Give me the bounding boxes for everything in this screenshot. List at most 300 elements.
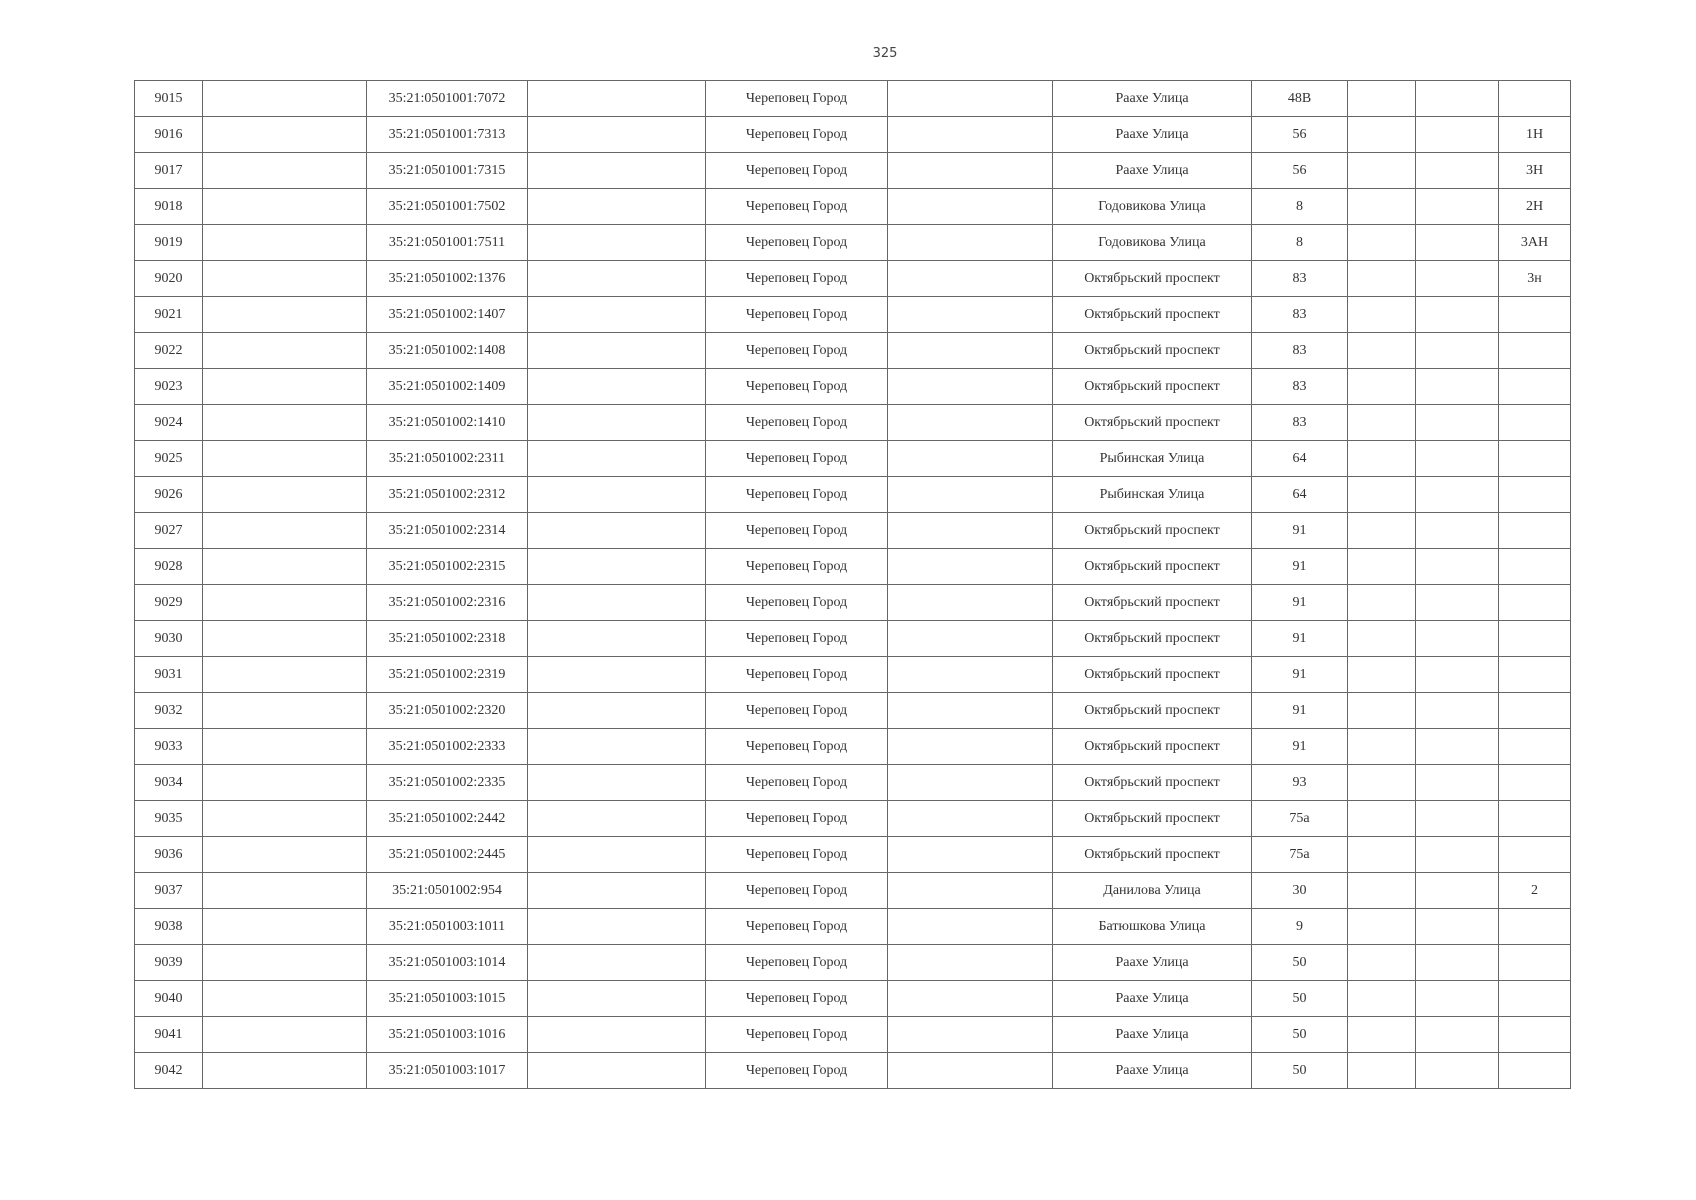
- locality-cell: Череповец Город: [706, 81, 888, 117]
- locality-cell: Череповец Город: [706, 297, 888, 333]
- empty-cell: [1416, 369, 1499, 405]
- empty-cell: [203, 225, 367, 261]
- table-row: [135, 1017, 1571, 1053]
- empty-cell: [1416, 981, 1499, 1017]
- empty-cell: [888, 1017, 1053, 1053]
- empty-cell: [1348, 513, 1416, 549]
- empty-cell: [888, 369, 1053, 405]
- empty-cell: [1348, 909, 1416, 945]
- empty-cell: [528, 189, 706, 225]
- empty-cell: [1348, 981, 1416, 1017]
- empty-cell: [528, 477, 706, 513]
- cadastral-number-cell: 35:21:0501003:1015: [367, 981, 528, 1017]
- empty-cell: [1348, 657, 1416, 693]
- empty-cell: [203, 441, 367, 477]
- room-number-cell: 3АН: [1499, 225, 1571, 261]
- table-row: [135, 549, 1571, 585]
- empty-cell: [1416, 657, 1499, 693]
- house-number-cell: 64: [1252, 441, 1348, 477]
- empty-cell: [888, 621, 1053, 657]
- empty-cell: [888, 405, 1053, 441]
- house-number-cell: 83: [1252, 333, 1348, 369]
- cadastral-number-cell: 35:21:0501002:2442: [367, 801, 528, 837]
- row-number-cell: 9032: [135, 693, 203, 729]
- room-number-cell: [1499, 369, 1571, 405]
- cadastral-number-cell: 35:21:0501002:954: [367, 873, 528, 909]
- house-number-cell: 75а: [1252, 837, 1348, 873]
- house-number-cell: 50: [1252, 981, 1348, 1017]
- empty-cell: [203, 765, 367, 801]
- empty-cell: [888, 297, 1053, 333]
- locality-cell: Череповец Город: [706, 1017, 888, 1053]
- empty-cell: [1348, 369, 1416, 405]
- table-row: [135, 657, 1571, 693]
- table-row: [135, 297, 1571, 333]
- house-number-cell: 91: [1252, 729, 1348, 765]
- empty-cell: [528, 117, 706, 153]
- empty-cell: [1416, 765, 1499, 801]
- empty-cell: [528, 261, 706, 297]
- room-number-cell: [1499, 333, 1571, 369]
- empty-cell: [203, 621, 367, 657]
- locality-cell: Череповец Город: [706, 117, 888, 153]
- cadastral-number-cell: 35:21:0501002:2319: [367, 657, 528, 693]
- row-number-cell: 9029: [135, 585, 203, 621]
- row-number-cell: 9033: [135, 729, 203, 765]
- empty-cell: [1348, 441, 1416, 477]
- empty-cell: [528, 621, 706, 657]
- street-cell: Октябрьский проспект: [1053, 549, 1252, 585]
- empty-cell: [1348, 117, 1416, 153]
- empty-cell: [528, 765, 706, 801]
- row-number-cell: 9018: [135, 189, 203, 225]
- cadastral-number-cell: 35:21:0501001:7072: [367, 81, 528, 117]
- table-row: [135, 873, 1571, 909]
- table-row: [135, 369, 1571, 405]
- row-number-cell: 9021: [135, 297, 203, 333]
- empty-cell: [203, 909, 367, 945]
- locality-cell: Череповец Город: [706, 837, 888, 873]
- table-row: [135, 1053, 1571, 1089]
- locality-cell: Череповец Город: [706, 585, 888, 621]
- empty-cell: [203, 81, 367, 117]
- street-cell: Октябрьский проспект: [1053, 513, 1252, 549]
- empty-cell: [1416, 441, 1499, 477]
- room-number-cell: [1499, 621, 1571, 657]
- locality-cell: Череповец Город: [706, 693, 888, 729]
- empty-cell: [528, 369, 706, 405]
- empty-cell: [528, 333, 706, 369]
- row-number-cell: 9020: [135, 261, 203, 297]
- locality-cell: Череповец Город: [706, 729, 888, 765]
- empty-cell: [1416, 873, 1499, 909]
- empty-cell: [1416, 117, 1499, 153]
- empty-cell: [1416, 225, 1499, 261]
- empty-cell: [1416, 189, 1499, 225]
- empty-cell: [528, 81, 706, 117]
- empty-cell: [528, 1053, 706, 1089]
- cadastral-number-cell: 35:21:0501002:2315: [367, 549, 528, 585]
- row-number-cell: 9015: [135, 81, 203, 117]
- row-number-cell: 9035: [135, 801, 203, 837]
- empty-cell: [888, 657, 1053, 693]
- street-cell: Октябрьский проспект: [1053, 333, 1252, 369]
- locality-cell: Череповец Город: [706, 909, 888, 945]
- empty-cell: [203, 837, 367, 873]
- locality-cell: Череповец Город: [706, 621, 888, 657]
- street-cell: Батюшкова Улица: [1053, 909, 1252, 945]
- empty-cell: [203, 585, 367, 621]
- room-number-cell: [1499, 657, 1571, 693]
- house-number-cell: 9: [1252, 909, 1348, 945]
- cadastral-number-cell: 35:21:0501002:2445: [367, 837, 528, 873]
- locality-cell: Череповец Город: [706, 801, 888, 837]
- room-number-cell: [1499, 297, 1571, 333]
- empty-cell: [203, 1017, 367, 1053]
- street-cell: Рыбинская Улица: [1053, 477, 1252, 513]
- room-number-cell: [1499, 441, 1571, 477]
- house-number-cell: 91: [1252, 657, 1348, 693]
- empty-cell: [1416, 333, 1499, 369]
- empty-cell: [888, 729, 1053, 765]
- empty-cell: [1348, 729, 1416, 765]
- row-number-cell: 9027: [135, 513, 203, 549]
- empty-cell: [888, 333, 1053, 369]
- empty-cell: [1416, 621, 1499, 657]
- empty-cell: [888, 873, 1053, 909]
- locality-cell: Череповец Город: [706, 369, 888, 405]
- street-cell: Раахе Улица: [1053, 1053, 1252, 1089]
- empty-cell: [1416, 405, 1499, 441]
- house-number-cell: 91: [1252, 621, 1348, 657]
- empty-cell: [1348, 945, 1416, 981]
- street-cell: Раахе Улица: [1053, 1017, 1252, 1053]
- table-row: [135, 909, 1571, 945]
- table-row: [135, 441, 1571, 477]
- empty-cell: [203, 981, 367, 1017]
- room-number-cell: [1499, 585, 1571, 621]
- row-number-cell: 9036: [135, 837, 203, 873]
- empty-cell: [1416, 477, 1499, 513]
- empty-cell: [203, 873, 367, 909]
- empty-cell: [1416, 297, 1499, 333]
- empty-cell: [528, 1017, 706, 1053]
- cadastral-number-cell: 35:21:0501003:1017: [367, 1053, 528, 1089]
- house-number-cell: 56: [1252, 117, 1348, 153]
- house-number-cell: 83: [1252, 405, 1348, 441]
- house-number-cell: 91: [1252, 513, 1348, 549]
- empty-cell: [1348, 549, 1416, 585]
- empty-cell: [888, 441, 1053, 477]
- room-number-cell: [1499, 693, 1571, 729]
- row-number-cell: 9017: [135, 153, 203, 189]
- empty-cell: [528, 225, 706, 261]
- empty-cell: [888, 225, 1053, 261]
- empty-cell: [203, 333, 367, 369]
- table-row: [135, 153, 1571, 189]
- empty-cell: [1416, 837, 1499, 873]
- street-cell: Рыбинская Улица: [1053, 441, 1252, 477]
- empty-cell: [888, 945, 1053, 981]
- row-number-cell: 9042: [135, 1053, 203, 1089]
- empty-cell: [1348, 477, 1416, 513]
- room-number-cell: [1499, 1017, 1571, 1053]
- cadastral-number-cell: 35:21:0501003:1014: [367, 945, 528, 981]
- empty-cell: [888, 801, 1053, 837]
- empty-cell: [203, 153, 367, 189]
- table-row: [135, 801, 1571, 837]
- empty-cell: [1348, 621, 1416, 657]
- empty-cell: [1416, 513, 1499, 549]
- room-number-cell: 2Н: [1499, 189, 1571, 225]
- table-row: [135, 693, 1571, 729]
- room-number-cell: [1499, 801, 1571, 837]
- street-cell: Октябрьский проспект: [1053, 837, 1252, 873]
- empty-cell: [528, 981, 706, 1017]
- empty-cell: [528, 549, 706, 585]
- empty-cell: [888, 1053, 1053, 1089]
- empty-cell: [203, 945, 367, 981]
- cadastral-number-cell: 35:21:0501001:7511: [367, 225, 528, 261]
- empty-cell: [888, 261, 1053, 297]
- empty-cell: [1416, 1017, 1499, 1053]
- empty-cell: [1416, 909, 1499, 945]
- table-row: [135, 621, 1571, 657]
- cadastral-number-cell: 35:21:0501002:2312: [367, 477, 528, 513]
- row-number-cell: 9026: [135, 477, 203, 513]
- cadastral-number-cell: 35:21:0501003:1016: [367, 1017, 528, 1053]
- row-number-cell: 9030: [135, 621, 203, 657]
- street-cell: Годовикова Улица: [1053, 189, 1252, 225]
- empty-cell: [528, 693, 706, 729]
- empty-cell: [1348, 153, 1416, 189]
- cadastral-number-cell: 35:21:0501002:2318: [367, 621, 528, 657]
- room-number-cell: [1499, 81, 1571, 117]
- house-number-cell: 91: [1252, 693, 1348, 729]
- street-cell: Раахе Улица: [1053, 153, 1252, 189]
- empty-cell: [1416, 1053, 1499, 1089]
- empty-cell: [203, 189, 367, 225]
- empty-cell: [528, 297, 706, 333]
- street-cell: Октябрьский проспект: [1053, 297, 1252, 333]
- empty-cell: [528, 441, 706, 477]
- table-row: [135, 513, 1571, 549]
- empty-cell: [1348, 765, 1416, 801]
- street-cell: Октябрьский проспект: [1053, 261, 1252, 297]
- room-number-cell: [1499, 945, 1571, 981]
- empty-cell: [888, 765, 1053, 801]
- street-cell: Октябрьский проспект: [1053, 765, 1252, 801]
- cadastral-number-cell: 35:21:0501002:2333: [367, 729, 528, 765]
- empty-cell: [528, 873, 706, 909]
- street-cell: Октябрьский проспект: [1053, 657, 1252, 693]
- street-cell: Раахе Улица: [1053, 981, 1252, 1017]
- street-cell: Октябрьский проспект: [1053, 729, 1252, 765]
- empty-cell: [203, 1053, 367, 1089]
- empty-cell: [203, 261, 367, 297]
- cadastral-number-cell: 35:21:0501002:1410: [367, 405, 528, 441]
- empty-cell: [888, 585, 1053, 621]
- cadastral-number-cell: 35:21:0501001:7502: [367, 189, 528, 225]
- empty-cell: [1348, 333, 1416, 369]
- table-row: [135, 189, 1571, 225]
- empty-cell: [528, 153, 706, 189]
- locality-cell: Череповец Город: [706, 765, 888, 801]
- empty-cell: [888, 189, 1053, 225]
- cadastral-number-cell: 35:21:0501002:1409: [367, 369, 528, 405]
- street-cell: Октябрьский проспект: [1053, 801, 1252, 837]
- empty-cell: [528, 801, 706, 837]
- empty-cell: [528, 585, 706, 621]
- locality-cell: Череповец Город: [706, 873, 888, 909]
- locality-cell: Череповец Город: [706, 333, 888, 369]
- house-number-cell: 91: [1252, 585, 1348, 621]
- empty-cell: [1348, 801, 1416, 837]
- row-number-cell: 9016: [135, 117, 203, 153]
- cadastral-number-cell: 35:21:0501002:2314: [367, 513, 528, 549]
- empty-cell: [1348, 873, 1416, 909]
- room-number-cell: [1499, 513, 1571, 549]
- row-number-cell: 9038: [135, 909, 203, 945]
- street-cell: Годовикова Улица: [1053, 225, 1252, 261]
- empty-cell: [528, 405, 706, 441]
- empty-cell: [1348, 837, 1416, 873]
- empty-cell: [1348, 81, 1416, 117]
- street-cell: Данилова Улица: [1053, 873, 1252, 909]
- empty-cell: [1416, 261, 1499, 297]
- locality-cell: Череповец Город: [706, 261, 888, 297]
- cadastral-number-cell: 35:21:0501002:1407: [367, 297, 528, 333]
- room-number-cell: [1499, 981, 1571, 1017]
- house-number-cell: 64: [1252, 477, 1348, 513]
- table-row: [135, 729, 1571, 765]
- row-number-cell: 9022: [135, 333, 203, 369]
- empty-cell: [1416, 585, 1499, 621]
- row-number-cell: 9041: [135, 1017, 203, 1053]
- empty-cell: [203, 297, 367, 333]
- row-number-cell: 9040: [135, 981, 203, 1017]
- room-number-cell: [1499, 1053, 1571, 1089]
- empty-cell: [1348, 189, 1416, 225]
- empty-cell: [1348, 261, 1416, 297]
- locality-cell: Череповец Город: [706, 549, 888, 585]
- empty-cell: [888, 477, 1053, 513]
- empty-cell: [1416, 153, 1499, 189]
- table-row: [135, 765, 1571, 801]
- street-cell: Раахе Улица: [1053, 945, 1252, 981]
- empty-cell: [1416, 693, 1499, 729]
- empty-cell: [528, 729, 706, 765]
- street-cell: Октябрьский проспект: [1053, 369, 1252, 405]
- locality-cell: Череповец Город: [706, 981, 888, 1017]
- empty-cell: [203, 117, 367, 153]
- room-number-cell: [1499, 765, 1571, 801]
- locality-cell: Череповец Город: [706, 657, 888, 693]
- table-body: [135, 81, 1571, 1089]
- empty-cell: [1416, 81, 1499, 117]
- room-number-cell: 1Н: [1499, 117, 1571, 153]
- page-number: 325: [872, 46, 898, 61]
- table-row: [135, 585, 1571, 621]
- empty-cell: [1416, 945, 1499, 981]
- house-number-cell: 93: [1252, 765, 1348, 801]
- empty-cell: [888, 549, 1053, 585]
- empty-cell: [888, 837, 1053, 873]
- empty-cell: [1348, 585, 1416, 621]
- table-row: [135, 981, 1571, 1017]
- empty-cell: [888, 117, 1053, 153]
- room-number-cell: 3Н: [1499, 153, 1571, 189]
- row-number-cell: 9039: [135, 945, 203, 981]
- empty-cell: [1416, 801, 1499, 837]
- house-number-cell: 83: [1252, 261, 1348, 297]
- empty-cell: [1416, 549, 1499, 585]
- empty-cell: [888, 153, 1053, 189]
- empty-cell: [1348, 297, 1416, 333]
- cadastral-number-cell: 35:21:0501002:1376: [367, 261, 528, 297]
- locality-cell: Череповец Город: [706, 513, 888, 549]
- house-number-cell: 56: [1252, 153, 1348, 189]
- street-cell: Раахе Улица: [1053, 81, 1252, 117]
- street-cell: Октябрьский проспект: [1053, 621, 1252, 657]
- empty-cell: [203, 369, 367, 405]
- table-row: [135, 225, 1571, 261]
- locality-cell: Череповец Город: [706, 477, 888, 513]
- empty-cell: [203, 801, 367, 837]
- room-number-cell: [1499, 477, 1571, 513]
- house-number-cell: 75а: [1252, 801, 1348, 837]
- locality-cell: Череповец Город: [706, 405, 888, 441]
- empty-cell: [1416, 729, 1499, 765]
- property-registry-table: [134, 80, 1571, 1089]
- row-number-cell: 9024: [135, 405, 203, 441]
- empty-cell: [528, 909, 706, 945]
- empty-cell: [888, 513, 1053, 549]
- cadastral-number-cell: 35:21:0501002:1408: [367, 333, 528, 369]
- row-number-cell: 9034: [135, 765, 203, 801]
- house-number-cell: 50: [1252, 1053, 1348, 1089]
- house-number-cell: 91: [1252, 549, 1348, 585]
- room-number-cell: 2: [1499, 873, 1571, 909]
- locality-cell: Череповец Город: [706, 1053, 888, 1089]
- row-number-cell: 9028: [135, 549, 203, 585]
- table-row: [135, 945, 1571, 981]
- empty-cell: [888, 693, 1053, 729]
- table-row: [135, 477, 1571, 513]
- room-number-cell: [1499, 909, 1571, 945]
- empty-cell: [528, 657, 706, 693]
- street-cell: Раахе Улица: [1053, 117, 1252, 153]
- cadastral-number-cell: 35:21:0501001:7313: [367, 117, 528, 153]
- table-row: [135, 117, 1571, 153]
- empty-cell: [528, 945, 706, 981]
- locality-cell: Череповец Город: [706, 153, 888, 189]
- locality-cell: Череповец Город: [706, 225, 888, 261]
- locality-cell: Череповец Город: [706, 441, 888, 477]
- empty-cell: [203, 693, 367, 729]
- house-number-cell: 83: [1252, 297, 1348, 333]
- row-number-cell: 9019: [135, 225, 203, 261]
- empty-cell: [203, 657, 367, 693]
- room-number-cell: [1499, 405, 1571, 441]
- row-number-cell: 9037: [135, 873, 203, 909]
- table-row: [135, 333, 1571, 369]
- house-number-cell: 83: [1252, 369, 1348, 405]
- empty-cell: [203, 477, 367, 513]
- cadastral-number-cell: 35:21:0501002:2311: [367, 441, 528, 477]
- table-row: [135, 837, 1571, 873]
- empty-cell: [1348, 1017, 1416, 1053]
